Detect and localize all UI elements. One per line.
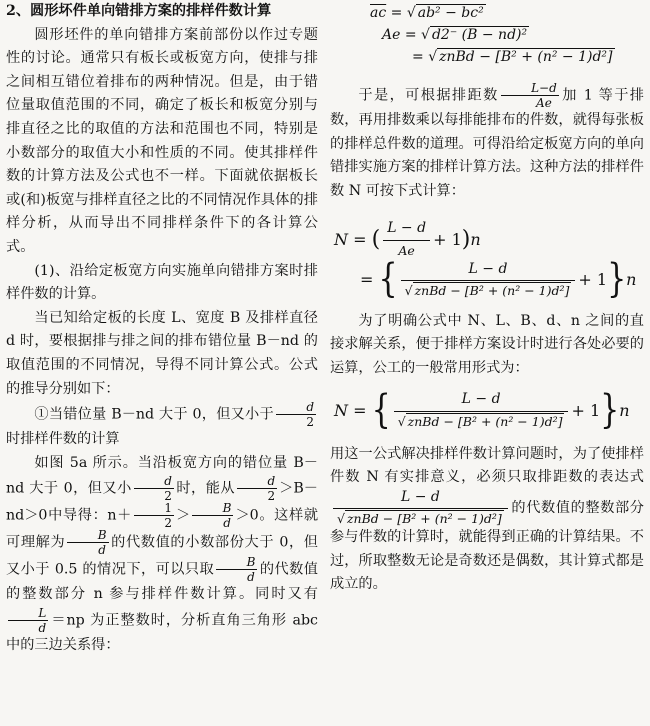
- left-column: [6, 0, 318, 657]
- fraction-row-distance: L − d √ znBd − [B² + (n² − 1)d²]: [333, 490, 508, 526]
- fraction-Ld-over-Ae: L − d Ae: [383, 221, 430, 257]
- section-title: 2、圆形坏件单向错排方案的排样件数计算: [6, 3, 272, 19]
- right-column: [330, 0, 644, 597]
- equation-ac: $\overline{ac}$ = √ ab² − bc²: [370, 5, 484, 21]
- fraction-main-general: L − d √ znBd − [B² + (n² − 1)d²]: [394, 392, 569, 428]
- equation-Ae: Ae = √ d2⁻ (B − nd)²: [382, 27, 528, 43]
- paragraph-intro: 圆形坯件的单向错排方案前部份以作过专题性的讨论。通常只有板长或板宽方向，使排与排之间相互错位着排布的两种情况。但是，由于错位量取值范围的不同，确定了板长和板宽分别与排直径之比的取值的方法和范围也不同，特别是小数部分的取值大小和性质的不同。使其排样件数的计算方法及公式也不一样。下面就依据板长或(和)板宽与排样直径之比的不同情况作具体的排样分析，从而导出不同排样条件下的各计算公式。: [6, 26, 318, 255]
- equation-block-triangle: [330, 2, 644, 68]
- fraction-B-over-d: $\frac{B}{d}$: [67, 529, 108, 556]
- item-1-text-a: ①当错位量 B－nd 大于 0，但又小于: [34, 406, 274, 423]
- fraction-main: L − d √ znBd − [B² + (n² − 1)d²]: [401, 262, 576, 298]
- equation-N-first: N = ( L − d Ae + 1 ) n: [334, 220, 481, 258]
- fraction-1-over-2: $\frac{1}{2}$: [134, 502, 174, 529]
- subsection-title: (1)、沿给定板宽方向实施单向错排方案时排样件数的计算。: [6, 262, 318, 303]
- paragraph-figure-5a: 如图 5a 所示。当沿板宽方向的错位量 B－nd 大于 0，但又小 $\frac{d}{2}$ 时，能从 $\frac{d}{2}$ ＞B－nd＞0中导得：n＋ $\frac{1}{2}$ ＞ $\frac{B}{d}$ ＞0。这样就可理解为 $\frac{B}{d}$ 的代数值的小数部份大于 0，但又小于 0.5 的情况下，可以只取 $\frac{B}{d}$ 的代数值的整数部分 n 参与排样件数计算。同时又有 $\frac{L}{d}$ ＝np 为正整数时，分析直角三角形 abc 中的三边关系得：: [6, 454, 319, 653]
- equation-N-expanded: = { L − d √ znBd − [B² + (n² − 1)d²] + 1 } n: [360, 256, 637, 302]
- equation-N-general: N = { L − d √ znBd − [B² + (n² − 1)d²] + 1 } n: [334, 387, 630, 433]
- paragraph-row-count: 于是，可根据排距数 $\frac{L-d}{Ae}$ 加 1 等于排数，再用排数乘以每排能排布的件数，就得每张板的排样总件数的道理。可得沿给定板宽方向的单向错排实施方案的排样计算方法。这种方法的排样件数 N 可按下式计算：: [330, 81, 644, 199]
- paragraph-general-form: 为了明确公式中 N、L、B、d、n 之间的直接求解关系，便于排样方案设计时进行各处必要的运算，公工的一般常用形式为：: [330, 312, 644, 376]
- paragraph-conclusion: 用这一公式解决排样件数计算问题时，为了使排样件数 N 有实排意义，必须只取排距数的表达式 L − d √ znBd − [B² + (n² − 1)d²] 的代数值的整数部分参与件数的计算时，就能得到正确的计算结果。不过，所取整数无论是奇数还是偶数，其计算式都是成立的。: [330, 445, 644, 593]
- fraction-d-over-2: $\frac{d}{2}$: [134, 475, 174, 502]
- fraction-L-over-d: $\frac{L}{d}$: [8, 607, 48, 634]
- paragraph-known: 当已知给定板的长度 L、宽度 B 及排样直径 d 时，要根据排与排之间的排布错位量 B－nd 的取值范围的不同情况，导得不同计算公式。公式的推导分别如下：: [6, 309, 318, 397]
- fraction-d-over-2: $\frac{d}{2}$: [237, 475, 277, 502]
- item-1: [6, 401, 318, 452]
- equation-block-N: [330, 220, 644, 302]
- fraction-Ld-over-Ae: $\frac{L-d}{Ae}$: [501, 82, 559, 109]
- fraction-d-over-2: $\frac{d}{2}$: [276, 401, 316, 428]
- equation-Ae-expanded: = √ znBd − [B² + (n² − 1)d²]: [412, 49, 613, 65]
- fraction-B-over-d: $\frac{B}{d}$: [216, 556, 257, 583]
- fraction-B-over-d: $\frac{B}{d}$: [192, 502, 233, 529]
- item-1-text-b: 时排样件数的计算: [6, 431, 120, 448]
